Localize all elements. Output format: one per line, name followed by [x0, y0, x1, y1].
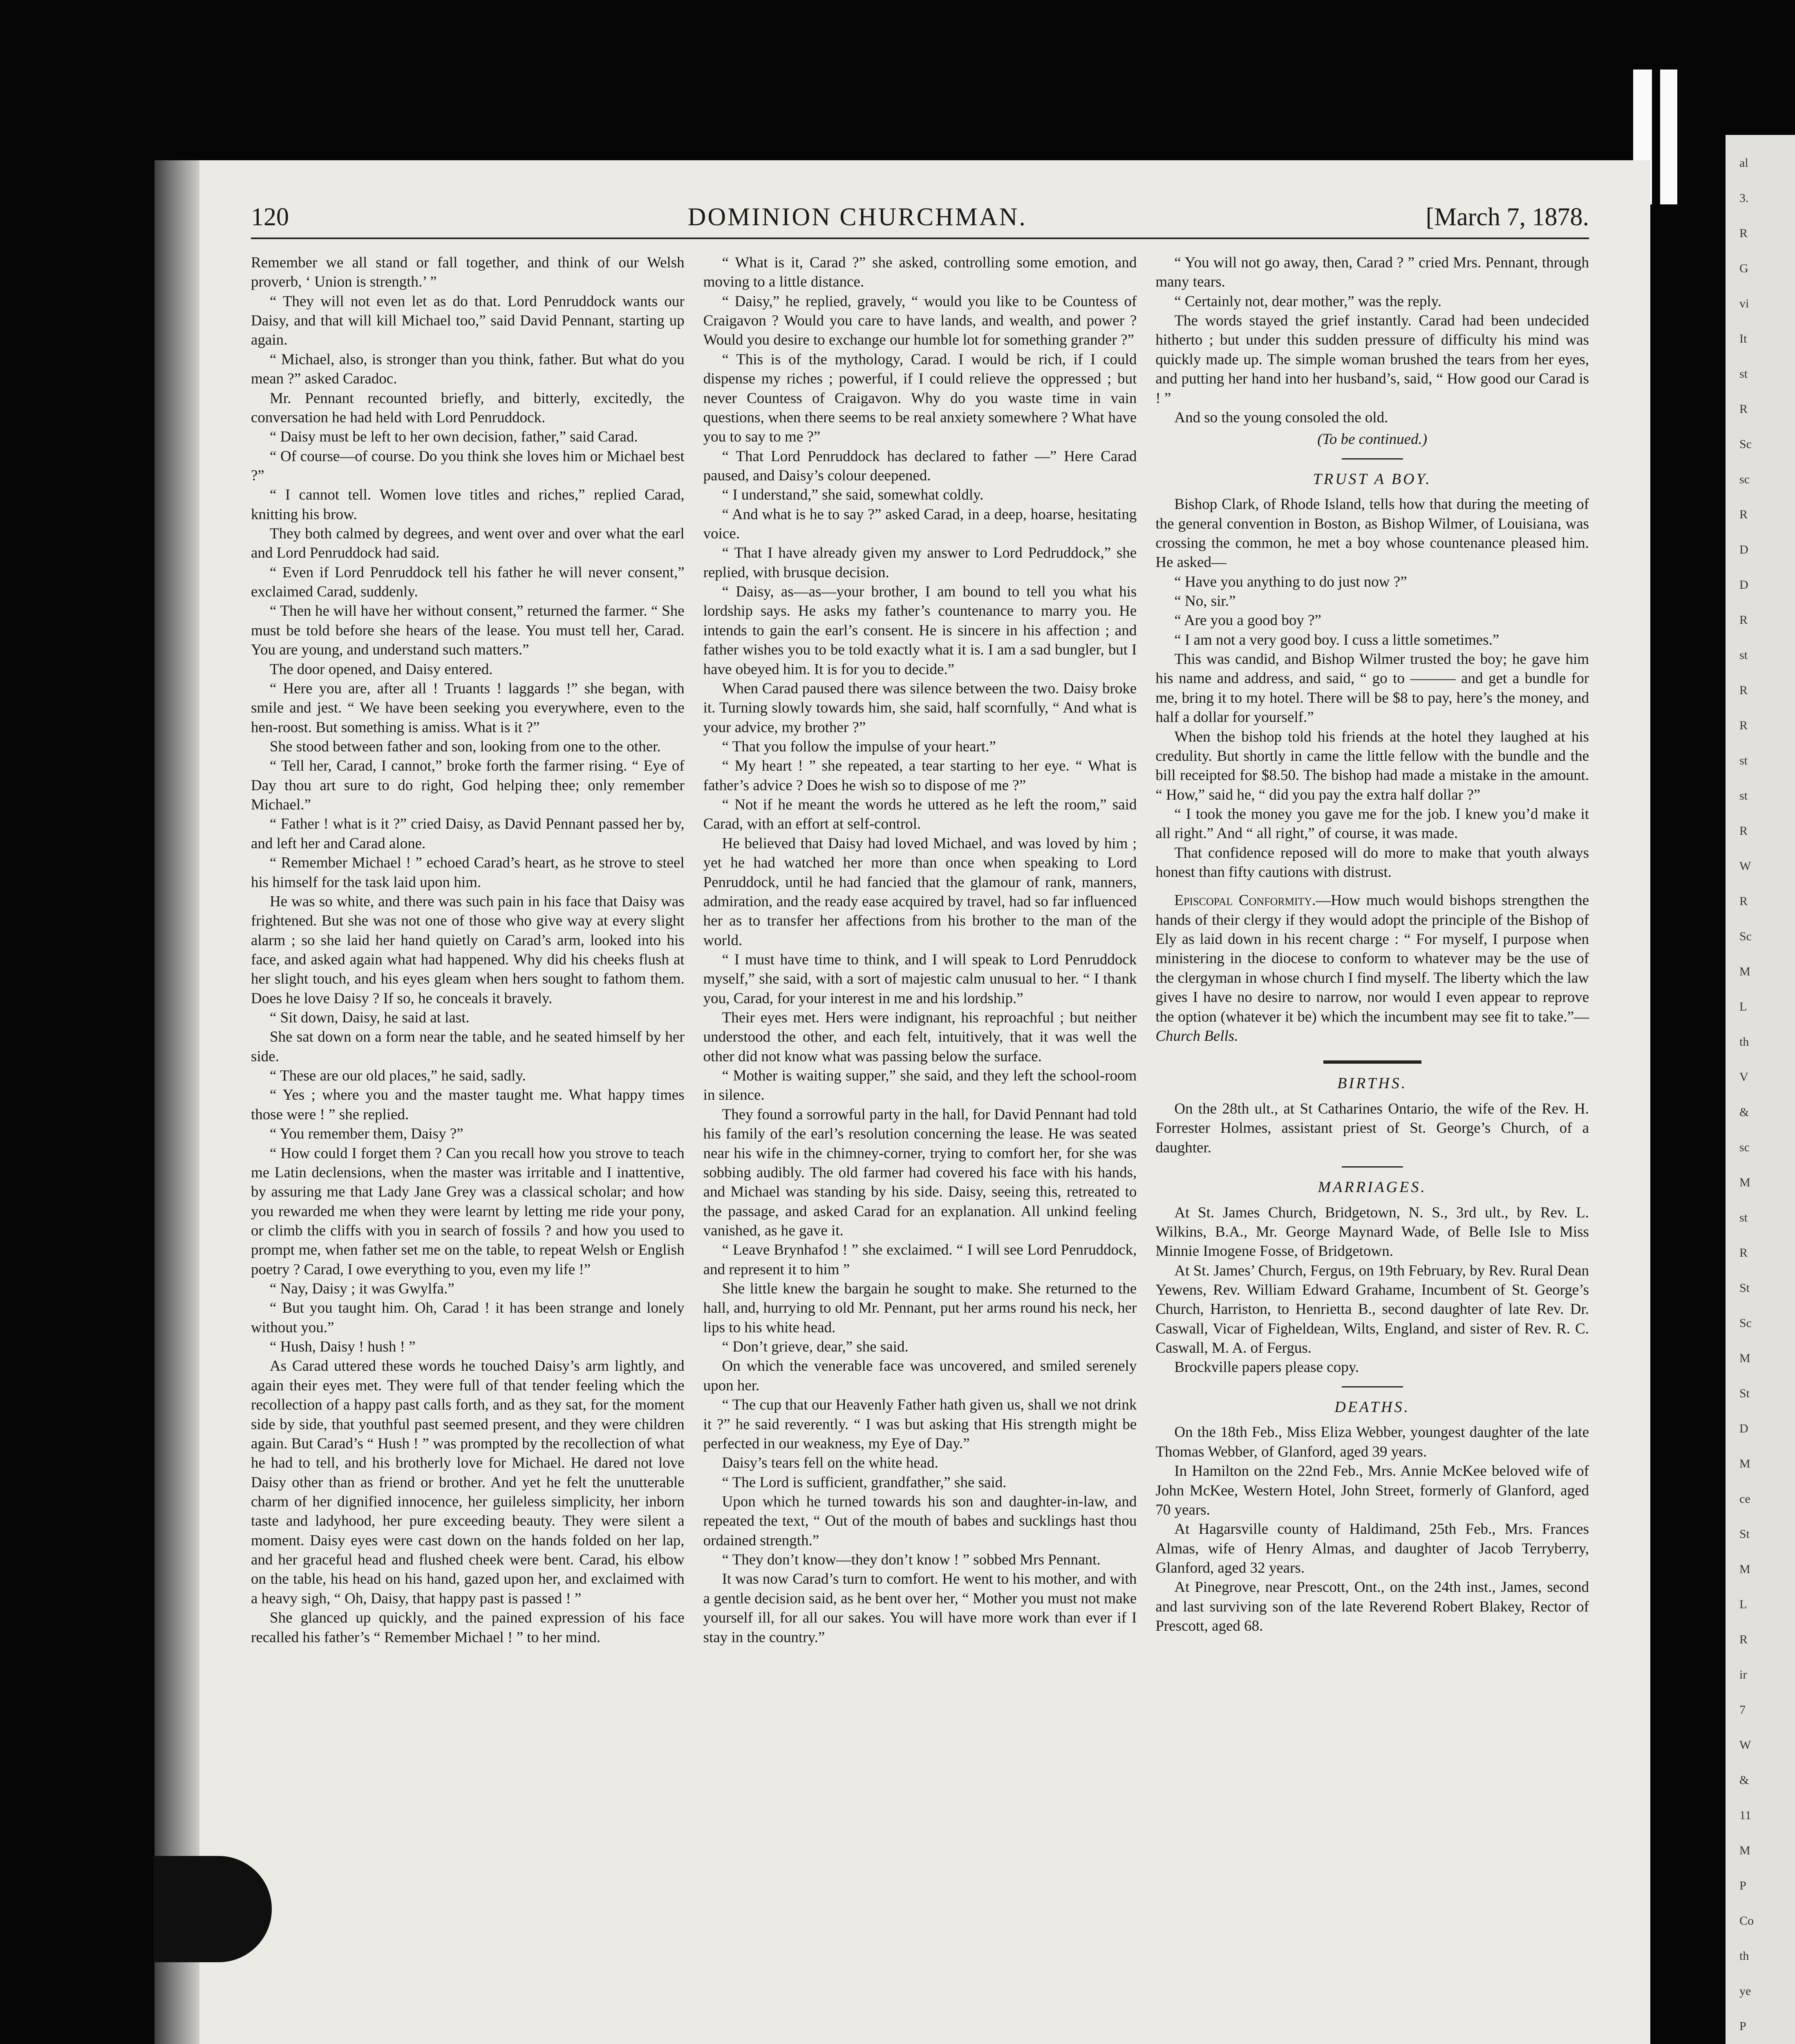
section-heading-births: BIRTHS. [1337, 1075, 1408, 1092]
fragment-text: M [1739, 1351, 1750, 1365]
fragment-text: R [1739, 684, 1748, 697]
fragment-text: St [1739, 1527, 1750, 1541]
death-notice: At Pinegrove, near Prescott, Ont., on the 24th inst., James, second and last surviving son of the late Reverend Robert Blakey, Rector of Prescott, aged 68. [1155, 1579, 1589, 1635]
fragment-text: M [1739, 1457, 1750, 1470]
note-source: Church Bells. [1155, 1027, 1238, 1044]
note-body: —How much would bishops strengthen the hands of their clergy if they would adopt the principle of the Bishop of Ely as laid down in his recent charge : “ For myself, I purpose when ministering in the diocese to conform to whatever may be the use of the clergyman in whose church I find myself. The liberty which the law gives I have no desire to narrow, nor would I even appear to reprove the option (whatever it be) which the incumbent may see fit to take.”— [1155, 892, 1589, 1025]
fragment-text: R [1739, 1633, 1748, 1646]
paragraph: “ Michael, also, is stronger than you think, father. But what do you mean ?” asked Caradoc. [251, 351, 685, 388]
paragraph: “ That I have already given my answer to Lord Pedruddock,” she replied, with brusque decision. [703, 545, 1137, 581]
paragraph: The door opened, and Daisy entered. [270, 661, 493, 678]
publication-title: DOMINION CHURCHMAN. [687, 203, 1027, 231]
column-3 [1155, 253, 1589, 1647]
fragment-text: al [1739, 156, 1748, 170]
paragraph: Bishop Clark, of Rhode Island, tells how that during the meeting of the general convention in Boston, as Bishop Wilmer, of Louisiana, was crossing the common, he met a boy whose countenance pleased him. He asked— [1155, 496, 1589, 571]
paragraph: Upon which he turned towards his son and daughter-in-law, and repeated the text, “ Out of the mouth of babes and sucklings hast thou ordained strength.” [703, 1493, 1137, 1549]
paragraph: She glanced up quickly, and the pained expression of his face recalled his father’s “ Remember Michael ! ” to her mind. [251, 1609, 685, 1646]
paragraph: He was so white, and there was such pain in his face that Daisy was frightened. But she was not one of those who give way at every slight alarm ; so she laid her hand quietly on Carad’s arm, looked into his face, and asked again what had happened. Why did his cheeks flush at her slight touch, and his eyes gleam when hers sought to fathom them. Does he love Daisy ? If so, he conceals it bravely. [251, 893, 685, 1007]
fragment-text: P [1739, 1879, 1746, 1892]
paragraph: “ Sit down, Daisy, he said at last. [270, 1009, 470, 1026]
fragment-text: 3. [1739, 191, 1749, 205]
paragraph: They found a sorrowful party in the hall, for David Pennant had told his family of the earl’s resolution concerning the lease. He was seated near his wife in the chimney-corner, trying to comfort her, for she was sobbing audibly. The old farmer had covered his face with his hands, and Michael was standing by his side. Daisy, seeing this, retreated to the passage, and asked Carad for an explanation. All unkind feeling vanished, as he gave it. [703, 1106, 1137, 1239]
paragraph: “ Yes ; where you and the master taught me. What happy times those were ! ” she replied. [251, 1087, 685, 1123]
fragment-text: th [1739, 1949, 1749, 1963]
paragraph: “ This is of the mythology, Carad. I would be rich, if I could dispense my riches ; powerful, if I could relieve the oppressed ; but never Countess of Craigavon. Why do you waste time in vain questions, when there seems to be real anxiety somewhere ? What have you to say to me ?” [703, 351, 1137, 446]
paragraph: “ What is it, Carad ?” she asked, controlling some emotion, and moving to a little distance. [703, 254, 1137, 291]
fragment-text: R [1739, 894, 1748, 908]
marriage-notice: Brockville papers please copy. [1174, 1359, 1359, 1376]
paragraph: “ Remember Michael ! ” echoed Carad’s heart, as he strove to steel his himself for the task laid upon him. [251, 854, 685, 891]
paragraph: “ The Lord is sufficient, grandfather,” she said. [722, 1474, 1007, 1491]
section-heading-deaths: DEATHS. [1334, 1398, 1410, 1416]
fragment-text: R [1739, 824, 1748, 838]
fragment-text: St [1739, 1387, 1750, 1400]
paragraph: She little knew the bargain he sought to make. She returned to the hall, and, hurrying to old Mr. Pennant, put her arms round his neck, her lips to his white head. [703, 1280, 1137, 1336]
columns [251, 253, 1589, 1647]
fragment-text: vi [1739, 297, 1749, 310]
fragment-text: Sc [1739, 1316, 1752, 1330]
fragment-text: R [1739, 402, 1748, 416]
fragment-text: W [1739, 859, 1751, 873]
to-be-continued: (To be continued.) [1317, 431, 1428, 448]
paragraph: “ Don’t grieve, dear,” she said. [722, 1338, 909, 1356]
paragraph: Their eyes met. Hers were indignant, his reproachful ; but neither understood the other, and each felt, intuitively, that it was well the other did not know what was passing below the surface. [703, 1009, 1137, 1065]
fragment-text: P [1739, 2019, 1746, 2033]
divider [1342, 1386, 1403, 1387]
birth-notice: On the 28th ult., at St Catharines Ontario, the wife of the Rev. H. Forrester Holmes, assistant priest of St. George’s Church, of a daughter. [1155, 1100, 1589, 1156]
fragment-text: Sc [1739, 930, 1752, 943]
divider [1342, 458, 1403, 459]
paragraph: “ Not if he meant the words he uttered as he left the room,” said Carad, with an effort at self-control. [703, 796, 1137, 833]
fragment-text: St [1739, 1281, 1750, 1295]
paragraph: “ Are you a good boy ?” [1174, 612, 1321, 629]
fragment-text: L [1739, 1598, 1747, 1611]
paragraph: This was candid, and Bishop Wilmer trusted the boy; he gave him his name and address, and said, “ go to ——— and get a bundle for me, bring it to my hotel. There will be $8 to pay, here’s the money, and half a dollar for yourself.” [1155, 651, 1589, 726]
paragraph: And so the young consoled the old. [1174, 409, 1388, 426]
paragraph: When Carad paused there was silence between the two. Daisy broke it. Turning slowly towards him, she said, half scornfully, “ And what is your advice, my brother ?” [703, 680, 1137, 736]
paragraph: “ How could I forget them ? Can you recall how you strove to teach me Latin declensions, when the master was irritable and I inattentive, by assuring me that Lady Jane Grey was a classical scholar; and how you rewarded me when they were learnt by letting me ride your pony, or climb the cliffs with you in search of fossils ? and how you used to prompt me, when father set me on the table, to repeat Welsh or English poetry ? Carad, I owe everything to you, even my life !” [251, 1145, 685, 1278]
paragraph: As Carad uttered these words he touched Daisy’s arm lightly, and again their eyes met. They were full of that tender feeling which the recollection of a happy past calls forth, and as they sat, for the moment side by side, that youthful past seemed present, and they were children again. But Carad’s “ Hush ! ” was prompted by the recollection of what he had to tell, and his brotherly love for Michael. He dared not love Daisy other than as friend or brother. And yet he felt the unutterable charm of her dignified innocence, her guileless simplicity, her inborn taste and ladyhood, her pure exceeding beauty. They were silent a moment. Daisy eyes were cast down on the hands folded on her lap, and her graceful head and flushed cheek were bent. Carad, his elbow on the table, his head on his hand, gazed upon her, and exclaimed with a heavy sigh, “ Oh, Daisy, that happy past is passed ! ” [251, 1358, 685, 1607]
paragraph: They both calmed by degrees, and went over and over what the earl and Lord Penruddock had said. [251, 525, 685, 562]
header-rule [251, 238, 1589, 239]
paragraph: “ Daisy, as—as—your brother, I am bound to tell you what his lordship says. He asks my father’s countenance to marry you. He intends to gain the earl’s consent. He is sincere in his affection ; and father wishes you to be told exactly what it is. I am a sad bungler, but I have obeyed him. It is for you to decide.” [703, 583, 1137, 678]
paragraph: “ My heart ! ” she repeated, a tear starting to her eye. “ What is father’s advice ? Does he wish so to dispose of me ?” [703, 758, 1137, 794]
paragraph: “ Daisy,” he replied, gravely, “ would you like to be Countess of Craigavon ? Would you care to have lands, and wealth, and power ? Would you desire to exchange our humble lot for something grander ?” [703, 293, 1137, 349]
fragment-text: & [1739, 1773, 1749, 1787]
column-2 [703, 253, 1137, 1647]
divider [1342, 1166, 1403, 1168]
paragraph: “ I cannot tell. Women love titles and riches,” replied Carad, knitting his brow. [251, 486, 685, 523]
fragment-text: st [1739, 648, 1748, 662]
issue-date: [March 7, 1878. [1426, 203, 1589, 231]
death-notice: In Hamilton on the 22nd Feb., Mrs. Annie McKee beloved wife of John McKee, Western Hotel, John Street, formerly of Glanford, aged 70 years. [1155, 1463, 1589, 1518]
paragraph: When the bishop told his friends at the hotel they laughed at his credulity. But shortly in came the little fellow with the bundle and the bill receipted for $8.50. The bishop had made a mistake in the amount. “ How,” said he, “ did you pay the extra half dollar ?” [1155, 728, 1589, 803]
paragraph: Daisy’s tears fell on the white head. [722, 1455, 938, 1472]
paragraph: She sat down on a form near the table, and he seated himself by her side. [251, 1029, 685, 1065]
paragraph: “ That Lord Penruddock has declared to father —” Here Carad paused, and Daisy’s colour deepened. [703, 448, 1137, 484]
fragment-text: D [1739, 578, 1748, 592]
marriage-notice: At St. James’ Church, Fergus, on 19th February, by Rev. Rural Dean Yewens, Rev. William Edward Grahame, Incumbent of St. George’s Church, Harriston, to Henrietta B., second daughter of late Rev. Dr. Caswall, Vicar of Figheldean, Wilts, England, and sister of Rev. R. C. Caswall, M. A. of Fergus. [1155, 1262, 1589, 1357]
fragment-text: th [1739, 1035, 1749, 1049]
death-notice: At Hagarsville county of Haldimand, 25th Feb., Mrs. Frances Almas, wife of Henry Almas, and daughter of Jacob Terryberry, Glanford, aged 32 years. [1155, 1521, 1589, 1576]
paragraph: “ You will not go away, then, Carad ? ” cried Mrs. Pennant, through many tears. [1155, 254, 1589, 291]
fragment-text: R [1739, 1246, 1748, 1260]
adjacent-page-fragment [1726, 135, 1795, 2044]
divider [1323, 1060, 1421, 1064]
paragraph: Remember we all stand or fall together, and think of our Welsh proverb, ‘ Union is strength.’ ” [251, 254, 685, 291]
page-header [251, 203, 1589, 238]
fragment-text: It [1739, 332, 1747, 345]
paragraph: “ Of course—of course. Do you think she loves him or Michael best ?” [251, 448, 685, 484]
fragment-text: M [1739, 1844, 1750, 1857]
paragraph: “ They will not even let as do that. Lord Penruddock wants our Daisy, and that will kill Michael too,” said David Pennant, starting up again. [251, 293, 685, 349]
paragraph: “ Mother is waiting supper,” she said, and they left the school-room in silence. [703, 1067, 1137, 1104]
fragment-text: R [1739, 719, 1748, 732]
fragment-text: M [1739, 1176, 1750, 1189]
fragment-text: st [1739, 367, 1748, 381]
paragraph: “ Hush, Daisy ! hush ! ” [270, 1338, 416, 1356]
paragraph: Mr. Pennant recounted briefly, and bitterly, excitedly, the conversation he had held with Lord Penruddock. [251, 390, 685, 426]
fragment-text: 11 [1739, 1809, 1751, 1822]
fragment-text: st [1739, 1211, 1748, 1224]
paragraph: “ Even if Lord Penruddock tell his father he will never consent,” exclaimed Carad, suddenly. [251, 564, 685, 601]
fragment-text: ir [1739, 1668, 1747, 1681]
note-heading: Episcopal Conformity. [1174, 892, 1316, 909]
fragment-text: & [1739, 1105, 1749, 1119]
fragment-text: st [1739, 754, 1748, 767]
paragraph: “ I took the money you gave me for the job. I knew you’d make it all right.” And “ all right,” of course, it was made. [1155, 805, 1589, 842]
fragment-text: R [1739, 613, 1748, 627]
paragraph: “ No, sir.” [1174, 593, 1236, 610]
paragraph: “ Leave Brynhafod ! ” she exclaimed. “ I will see Lord Penruddock, and represent it to him ” [703, 1242, 1137, 1278]
fragment-text: R [1739, 226, 1748, 240]
paragraph: “ And what is he to say ?” asked Carad, in a deep, hoarse, hesitating voice. [703, 506, 1137, 542]
paragraph: “ Daisy must be left to her own decision, father,” said Carad. [270, 428, 638, 446]
paragraph: “ These are our old places,” he said, sadly. [270, 1067, 526, 1085]
section-heading-trust-a-boy: TRUST A BOY. [1313, 470, 1432, 488]
fragment-text: V [1739, 1070, 1748, 1084]
scanner-finger-shadow [153, 1856, 272, 1962]
paragraph: “ Here you are, after all ! Truants ! laggards !” she began, with smile and jest. “ We have been seeking you everywhere, even to the hen-roost. But something is amiss. What is it ?” [251, 680, 685, 736]
paragraph: “ That you follow the impulse of your heart.” [722, 738, 996, 755]
paragraph: “ Then he will have her without consent,” returned the farmer. “ She must be told before she hears of the lease. You must tell her, Carad. You are young, and understand such matters.” [251, 603, 685, 659]
page-number: 120 [251, 203, 289, 231]
section-heading-marriages: MARRIAGES. [1318, 1178, 1427, 1196]
fragment-text: ye [1739, 1984, 1751, 1998]
fragment-text: st [1739, 789, 1748, 802]
marriage-notice: At St. James Church, Bridgetown, N. S., 3rd ult., by Rev. L. Wilkins, B.A., Mr. George Maynard Wade, of Belle Isle to Miss Minnie Imogene Fosse, of Bridgetown. [1155, 1204, 1589, 1260]
paragraph: He believed that Daisy had loved Michael, and was loved by him ; yet he had watched her more than once when speaking to Lord Penruddock, until he had fancied that the glamour of rank, manners, admiration, and the ready ease acquired by travel, had so far influenced her as to transfer her affections from his brother to the man of the world. [703, 835, 1137, 949]
paragraph: It was now Carad’s turn to comfort. He went to his mother, and with a gentle decision said, as he bent over her, “ Mother you must not make yourself ill, for all our sakes. You will have more work than ever if I stay in the country.” [703, 1571, 1137, 1646]
fragment-text: D [1739, 543, 1748, 556]
fragment-text: L [1739, 1000, 1747, 1013]
paragraph: She stood between father and son, looking from one to the other. [270, 738, 661, 755]
paragraph: “ You remember them, Daisy ?” [270, 1125, 463, 1143]
paragraph: “ Certainly not, dear mother,” was the reply. [1174, 293, 1442, 310]
fragment-text: R [1739, 508, 1748, 521]
fragment-text: M [1739, 1562, 1750, 1576]
paragraph: “ The cup that our Heavenly Father hath given us, shall we not drink it ?” he said reverently. “ I was but asking that His strength might be perfected in our weakness, my Eye of Day.” [703, 1396, 1137, 1452]
newspaper-page [154, 160, 1650, 2044]
paragraph: That confidence reposed will do more to make that youth always honest than fifty cautions with distrust. [1155, 844, 1589, 881]
paragraph: “ Have you anything to do just now ?” [1174, 573, 1407, 590]
fragment-text: Sc [1739, 437, 1752, 451]
paragraph: “ Nay, Daisy ; it was Gwylfa.” [270, 1280, 454, 1298]
scan-film-mark [1660, 69, 1677, 204]
fragment-text: W [1739, 1738, 1751, 1752]
paragraph: “ They don’t know—they don’t know ! ” sobbed Mrs Pennant. [722, 1551, 1101, 1569]
fragment-text: sc [1739, 1141, 1750, 1154]
fragment-text: G [1739, 262, 1748, 275]
fragment-text: D [1739, 1422, 1748, 1435]
paragraph: “ Father ! what is it ?” cried Daisy, as David Pennant passed her by, and left her and Carad alone. [251, 816, 685, 852]
fragment-text: M [1739, 965, 1750, 978]
paragraph: “ I understand,” she said, somewhat coldly. [722, 486, 984, 504]
paragraph: “ But you taught him. Oh, Carad ! it has been strange and lonely without you.” [251, 1300, 685, 1336]
fragment-text: Co [1739, 1914, 1754, 1927]
episcopal-conformity-note [1155, 891, 1589, 1046]
fragment-text: ce [1739, 1492, 1750, 1506]
paragraph: “ Tell her, Carad, I cannot,” broke forth the farmer rising. “ Eye of Day thou art sure to do right, God helping thee; only remember Michael.” [251, 758, 685, 814]
paragraph: On which the venerable face was uncovered, and smiled serenely upon her. [703, 1358, 1137, 1394]
paragraph: “ I am not a very good boy. I cuss a little sometimes.” [1174, 631, 1500, 648]
fragment-text: sc [1739, 473, 1750, 486]
paragraph: “ I must have time to think, and I will speak to Lord Penruddock myself,” she said, with a sort of majestic calm unusual to her. “ I thank you, Carad, for your interest in me and his lordship.” [703, 951, 1137, 1007]
column-1 [251, 253, 685, 1647]
fragment-text: 7 [1739, 1703, 1746, 1717]
death-notice: On the 18th Feb., Miss Eliza Webber, youngest daughter of the late Thomas Webber, of Glanford, aged 39 years. [1155, 1424, 1589, 1460]
paragraph: The words stayed the grief instantly. Carad had been undecided hitherto ; but under this sudden pressure of difficulty his mind was quickly made up. The simple woman brushed the tears from her eyes, and putting her hand into her husband’s, said, “ How good our Carad is ! ” [1155, 312, 1589, 407]
